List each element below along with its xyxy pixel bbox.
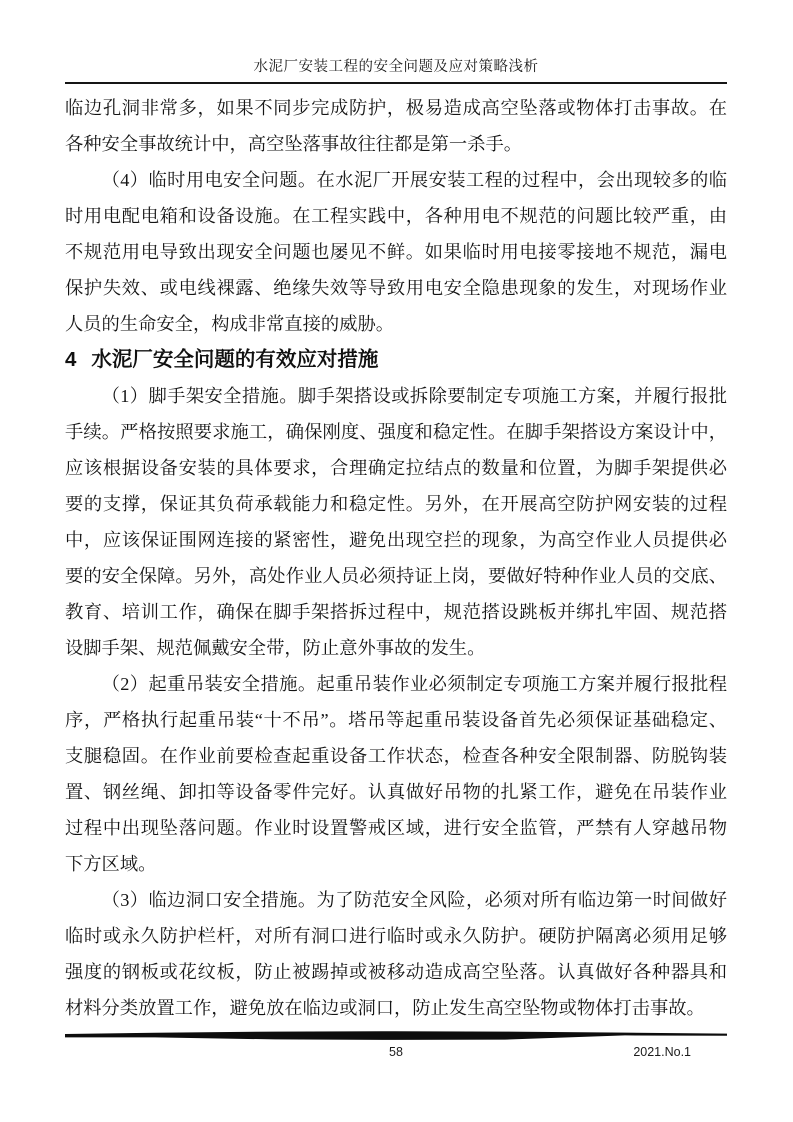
text-line: 教育、培训工作，确保在脚手架搭拆过程中，规范搭设跳板并绑扎牢固、规范搭 [65,602,727,622]
text-line: 强度的钢板或花纹板，防止被踢掉或被移动造成高空坠落。认真做好各种器具和 [65,962,727,982]
issue-label: 2021.No.1 [633,1045,691,1059]
text-line: 置、钢丝绳、卸扣等设备零件完好。认真做好吊物的扎紧工作，避免在吊装作业 [65,782,727,802]
content [65,90,727,1026]
text-line: 序，严格执行起重吊装“十不吊”。塔吊等起重吊装设备首先必须保证基础稳定、 [65,710,727,730]
text-line: 临时或永久防护栏杆，对所有洞口进行临时或永久防护。硬防护隔离必须用足够 [65,926,727,946]
text-line: （2）起重吊装安全措施。起重吊装作业必须制定专项施工方案并履行报批程 [101,674,727,694]
body-paragraph [65,90,727,162]
text-line: （4）临时用电安全问题。在水泥厂开展安装工程的过程中，会出现较多的临 [101,170,727,190]
body-paragraph [65,882,727,1026]
text-line: 各种安全事故统计中，高空坠落事故往往都是第一杀手。 [65,134,523,154]
running-title: 水泥厂安装工程的安全问题及应对策略浅析 [253,59,539,75]
text-line: 应该根据设备安装的具体要求，合理确定拉结点的数量和位置，为脚手架提供必 [65,458,727,478]
header-rule [65,82,727,84]
text-line: 保护失效、或电线裸露、绝缘失效等导致用电安全隐患现象的发生，对现场作业 [65,278,727,298]
footer-rule [65,1030,727,1042]
text-line: 时用电配电箱和设备设施。在工程实践中，各种用电不规范的问题比较严重，由 [65,206,727,226]
text-line: 要的安全保障。另外，高处作业人员必须持证上岗，要做好特种作业人员的交底、 [65,566,727,586]
body-paragraph [65,162,727,342]
heading-text: 水泥厂安全问题的有效应对措施 [91,348,379,371]
heading-number: 4 [65,348,77,371]
text-line: 过程中出现坠落问题。作业时设置警戒区域，进行安全监管，严禁有人穿越吊物 [65,818,727,838]
text-line: 人员的生命安全，构成非常直接的威胁。 [65,314,395,334]
footer [65,1044,727,1060]
text-line: 材料分类放置工作，避免放在临边或洞口，防止发生高空坠物或物体打击事故。 [65,998,705,1018]
body-paragraph [65,378,727,666]
text-line: 中，应该保证围网连接的紧密性，避免出现空拦的现象，为高空作业人员提供必 [65,530,727,550]
text-line: 支腿稳固。在作业前要检查起重设备工作状态，检查各种安全限制器、防脱钩装 [65,746,727,766]
page-number: 58 [389,1045,403,1059]
footer-rule-shape [65,1031,727,1043]
text-line: （3）临边洞口安全措施。为了防范安全风险，必须对所有临边第一时间做好 [101,890,727,910]
text-line: 手续。严格按照要求施工，确保刚度、强度和稳定性。在脚手架搭设方案设计中， [65,422,727,442]
text-line: 不规范用电导致出现安全问题也屡见不鲜。如果临时用电接零接地不规范，漏电 [65,242,727,262]
text-line: （1）脚手架安全措施。脚手架搭设或拆除要制定专项施工方案，并履行报批 [101,386,727,406]
text-line: 下方区域。 [65,854,157,874]
section-heading [65,342,727,378]
text-line: 临边孔洞非常多，如果不同步完成防护，极易造成高空坠落或物体打击事故。在 [65,98,727,118]
text-line: 要的支撑，保证其负荷承载能力和稳定性。另外，在开展高空防护网安装的过程 [65,494,727,514]
body-paragraph [65,666,727,882]
text-line: 设脚手架、规范佩戴安全带，防止意外事故的发生。 [65,638,486,658]
